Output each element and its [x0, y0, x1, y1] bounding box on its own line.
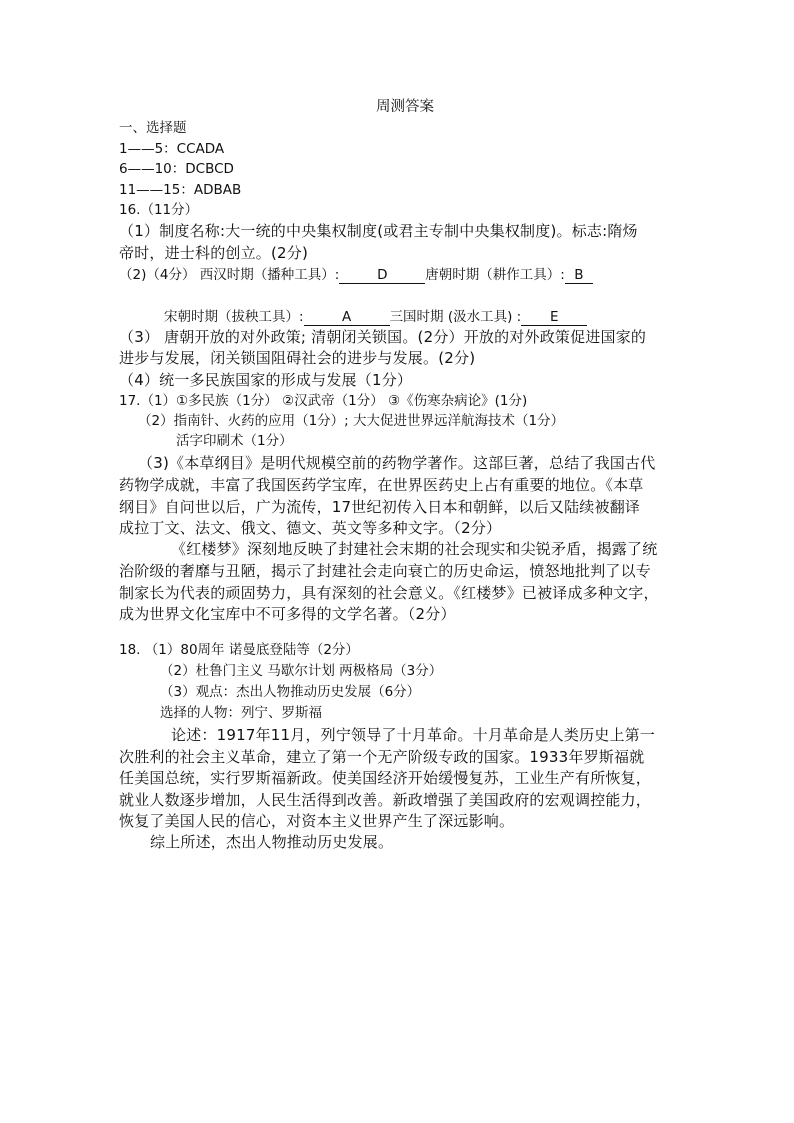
- q17-part3-line: 纲目》自问世以后，广为流传，17世纪初传入日本和朝鲜，以后又陆续被翻译: [119, 498, 641, 516]
- q18-part3: （3）观点：杰出人物推动历史发展（6分）: [160, 684, 421, 700]
- q18-essay-line: 次胜利的社会主义革命，建立了第一个无产阶级专政的国家。1933年罗斯福就: [119, 748, 645, 766]
- q16-p2-prefix: （2)（4分） 西汉时期（播种工具）:: [119, 267, 340, 283]
- q16-part4: （4）统一多民族国家的形成与发展（1分）: [119, 371, 413, 389]
- answer-blank-e: E: [521, 309, 587, 326]
- q16-p2b-prefix: 宋朝时期（拔秧工具）:: [164, 309, 304, 325]
- page-title: 周测答案: [376, 99, 434, 115]
- q18-conclusion: 综上所述，杰出人物推动历史发展。: [150, 833, 394, 851]
- q17-part4-line: 《红楼梦》深刻地反映了封建社会末期的社会现实和尖锐矛盾，揭露了统: [171, 540, 658, 558]
- answer-blank-d: D: [339, 267, 425, 284]
- mc-answers-11-15: 11——15：ADBAB: [119, 182, 242, 198]
- q18-essay-line: 恢复了美国人民的信心，对资本主义世界产生了深远影响。: [119, 812, 515, 830]
- q16-part3-cont: 进步与发展，闭关锁国阻碍社会的进步与发展。(2分): [119, 349, 476, 367]
- q16-part2-line1: [119, 265, 593, 285]
- q17-part2: （2）指南针、火药的应用（1分）; 大大促进世界远洋航海技术（1分）: [138, 413, 565, 429]
- q18-essay-line: 就业人数逐步增加，人民生活得到改善。新政增强了美国政府的宏观调控能力，: [119, 791, 652, 809]
- answer-blank-b: B: [565, 267, 593, 284]
- answer-blank-a: A: [304, 309, 390, 326]
- q16-head: 16.（11分）: [119, 202, 199, 218]
- q18-essay-line: 论述：1917年11月，列宁领导了十月革命。十月革命是人类历史上第一: [171, 726, 656, 744]
- q17-part1: 17.（1）①多民族（1分） ②汉武帝（1分） ③《伤寒杂病论》(1分): [119, 393, 528, 409]
- q17-part3-line: 药物学成就，丰富了我国医药学宝库，在世界医药史上占有重要的地位。《本草: [119, 476, 644, 494]
- q17-part2-cont: 活字印刷术（1分）: [176, 433, 293, 449]
- q16-part3: （3） 唐朝开放的对外政策; 清朝闭关锁国。(2分）开放的对外政策促进国家的: [119, 328, 647, 346]
- q18-part1: 18. （1）80周年 诺曼底登陆等（2分）: [119, 642, 359, 658]
- q17-part3-line: （3)《本草纲目》是明代规模空前的药物学著作。这部巨著，总结了我国古代: [138, 454, 656, 472]
- q16-part2-line2: [164, 307, 587, 327]
- q18-essay-line: 任美国总统，实行罗斯福新政。使美国经济开始缓慢复苏，工业生产有所恢复，: [119, 769, 652, 787]
- q17-part4-line: 制家长为代表的顽固势力，具有深刻的社会意义。《红楼梦》已被译成多种文字，: [119, 584, 659, 602]
- q18-part2: （2）杜鲁门主义 马歇尔计划 两极格局（3分）: [160, 663, 443, 679]
- q17-part3-line: 成拉丁文、法文、俄文、德文、英文等多种文字。（2分）: [119, 519, 502, 537]
- q16-part1-cont: 帝时，进士科的创立。(2分): [119, 244, 309, 262]
- section-heading: 一、选择题: [119, 120, 187, 136]
- q17-part4-line: 成为世界文化宝库中不可多得的文学名著。（2分）: [119, 605, 456, 623]
- q17-part4-line: 治阶级的奢靡与丑陋，揭示了封建社会走向衰亡的历史命运，愤怒地批判了以专: [119, 562, 652, 580]
- mc-answers-1-5: 1——5：CCADA: [119, 141, 225, 157]
- q18-persons: 选择的人物：列宁、罗斯福: [160, 705, 322, 721]
- q16-p2b-mid: 三国时期 (汲水工具) :: [389, 309, 522, 325]
- q16-part1: （1）制度名称:大一统的中央集权制度(或君主专制中央集权制度)。标志:隋炀: [119, 222, 638, 240]
- mc-answers-6-10: 6——10：DCBCD: [119, 161, 234, 177]
- q16-p2-mid: 唐朝时期（耕作工具）:: [425, 267, 565, 283]
